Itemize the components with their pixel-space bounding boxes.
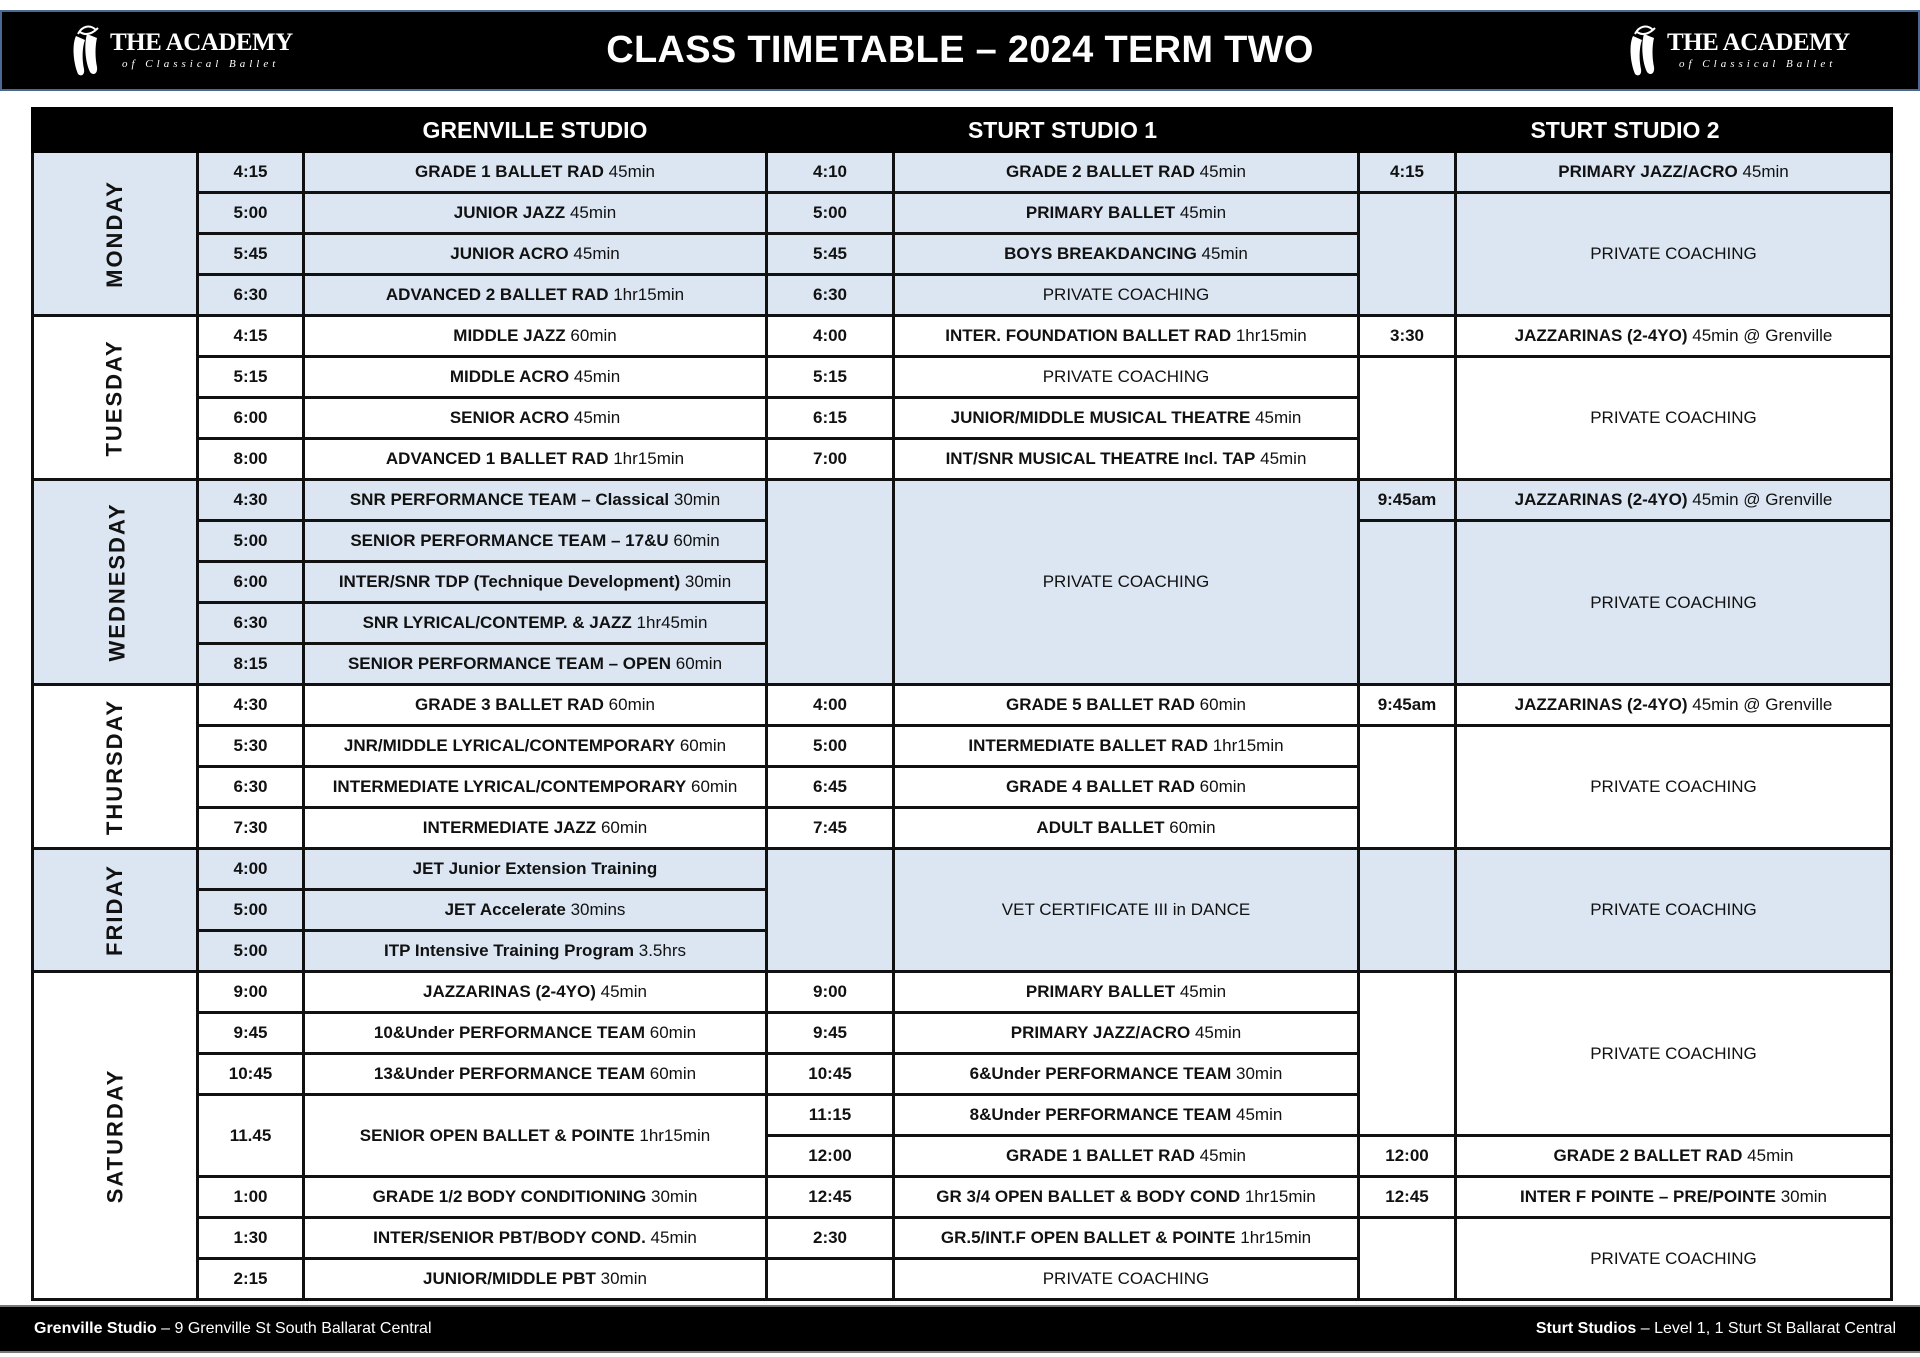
private-coaching-cell: PRIVATE COACHING (1456, 521, 1892, 685)
class-cell: GRADE 1/2 BODY CONDITIONING 30min (304, 1177, 767, 1218)
footer-bar (0, 1305, 1920, 1353)
class-cell: GRADE 2 BALLET RAD 45min (894, 152, 1359, 193)
private-coaching-cell: PRIVATE COACHING (894, 1259, 1359, 1300)
time-cell: 5:00 (198, 931, 304, 972)
time-cell: 5:00 (767, 726, 894, 767)
private-coaching-cell: PRIVATE COACHING (1456, 193, 1892, 316)
class-cell: JUNIOR/MIDDLE MUSICAL THEATRE 45min (894, 398, 1359, 439)
time-cell: 9:00 (198, 972, 304, 1013)
private-coaching-cell: PRIVATE COACHING (894, 275, 1359, 316)
logo-title: THE ACADEMY (1667, 29, 1850, 56)
class-cell: PRIMARY BALLET 45min (894, 972, 1359, 1013)
time-cell: 6:30 (198, 275, 304, 316)
time-cell: 9:45 (198, 1013, 304, 1054)
time-cell: 6:30 (198, 767, 304, 808)
day-monday: MONDAY (33, 152, 198, 316)
time-cell: 4:10 (767, 152, 894, 193)
time-cell: 9:45am (1359, 480, 1456, 521)
time-cell: 2:15 (198, 1259, 304, 1300)
time-cell: 6:30 (198, 603, 304, 644)
time-cell: 8:00 (198, 439, 304, 480)
class-cell: SENIOR PERFORMANCE TEAM – 17&U 60min (304, 521, 767, 562)
time-cell: 12:00 (1359, 1136, 1456, 1177)
time-cell: 12:00 (767, 1136, 894, 1177)
class-cell: PRIMARY JAZZ/ACRO 45min (1456, 152, 1892, 193)
class-cell: INTER/SNR TDP (Technique Development) 30min (304, 562, 767, 603)
class-cell: JUNIOR JAZZ 45min (304, 193, 767, 234)
class-cell: GR.5/INT.F OPEN BALLET & POINTE 1hr15min (894, 1218, 1359, 1259)
class-cell: MIDDLE JAZZ 60min (304, 316, 767, 357)
class-cell: ADVANCED 1 BALLET RAD 1hr15min (304, 439, 767, 480)
class-cell: 6&Under PERFORMANCE TEAM 30min (894, 1054, 1359, 1095)
studio-header-row (33, 109, 1892, 152)
time-cell: 3:30 (1359, 316, 1456, 357)
time-cell: 12:45 (1359, 1177, 1456, 1218)
logo-title: THE ACADEMY (110, 29, 293, 56)
time-cell: 4:00 (198, 849, 304, 890)
class-cell: JUNIOR ACRO 45min (304, 234, 767, 275)
class-cell: INTERMEDIATE LYRICAL/CONTEMPORARY 60min (304, 767, 767, 808)
table-row (33, 685, 1892, 726)
class-cell: INTERMEDIATE BALLET RAD 1hr15min (894, 726, 1359, 767)
time-cell: 4:00 (767, 316, 894, 357)
time-cell: 4:00 (767, 685, 894, 726)
class-cell: BOYS BREAKDANCING 45min (894, 234, 1359, 275)
time-cell: 4:15 (1359, 152, 1456, 193)
empty-time-cell (1359, 193, 1456, 316)
empty-time-cell (1359, 726, 1456, 849)
class-cell: 10&Under PERFORMANCE TEAM 60min (304, 1013, 767, 1054)
class-cell: JAZZARINAS (2-4YO) 45min (304, 972, 767, 1013)
class-cell: JET Accelerate 30mins (304, 890, 767, 931)
time-cell: 4:15 (198, 316, 304, 357)
private-coaching-cell: PRIVATE COACHING (1456, 1218, 1892, 1300)
time-cell: 10:45 (767, 1054, 894, 1095)
table-row (33, 726, 1892, 767)
class-cell: SENIOR ACRO 45min (304, 398, 767, 439)
time-cell: 7:00 (767, 439, 894, 480)
private-coaching-cell: PRIVATE COACHING (1456, 357, 1892, 480)
empty-time-cell (1359, 972, 1456, 1136)
private-coaching-cell: PRIVATE COACHING (1456, 849, 1892, 972)
class-cell: GRADE 4 BALLET RAD 60min (894, 767, 1359, 808)
time-cell: 1:30 (198, 1218, 304, 1259)
time-cell: 2:30 (767, 1218, 894, 1259)
empty-time-cell (767, 480, 894, 685)
class-cell: ADVANCED 2 BALLET RAD 1hr15min (304, 275, 767, 316)
table-row (33, 152, 1892, 193)
time-cell: 4:30 (198, 685, 304, 726)
time-cell: 4:15 (198, 152, 304, 193)
time-cell: 1:00 (198, 1177, 304, 1218)
sturt-address: Sturt Studios – Level 1, 1 Sturt St Ballarat Central (1535, 1320, 1896, 1337)
time-cell: 11:15 (767, 1095, 894, 1136)
private-coaching-cell: PRIVATE COACHING (894, 357, 1359, 398)
time-cell: 5:00 (767, 193, 894, 234)
studio-header-sturt2: STURT STUDIO 2 (1359, 109, 1892, 152)
class-cell: JNR/MIDDLE LYRICAL/CONTEMPORARY 60min (304, 726, 767, 767)
class-cell: SENIOR OPEN BALLET & POINTE 1hr15min (304, 1095, 767, 1177)
time-cell: 5:15 (767, 357, 894, 398)
logo-subtitle: of Classical Ballet (122, 58, 280, 70)
private-coaching-cell: PRIVATE COACHING (1456, 972, 1892, 1136)
time-cell: 7:30 (198, 808, 304, 849)
empty-time-cell (1359, 357, 1456, 480)
empty-time-cell (1359, 1218, 1456, 1300)
time-cell: 5:15 (198, 357, 304, 398)
class-cell: INTER. FOUNDATION BALLET RAD 1hr15min (894, 316, 1359, 357)
time-cell: 10:45 (198, 1054, 304, 1095)
empty-time-cell (1359, 849, 1456, 972)
day-thursday: THURSDAY (33, 685, 198, 849)
class-cell: PRIMARY JAZZ/ACRO 45min (894, 1013, 1359, 1054)
class-cell: GR 3/4 OPEN BALLET & BODY COND 1hr15min (894, 1177, 1359, 1218)
logo-subtitle: of Classical Ballet (1679, 58, 1837, 70)
page-title: CLASS TIMETABLE – 2024 TERM TWO (606, 29, 1314, 71)
table-row (33, 193, 1892, 234)
class-cell: INT/SNR MUSICAL THEATRE Incl. TAP 45min (894, 439, 1359, 480)
time-cell: 9:45am (1359, 685, 1456, 726)
table-row (33, 972, 1892, 1013)
time-cell: 12:45 (767, 1177, 894, 1218)
class-cell: JUNIOR/MIDDLE PBT 30min (304, 1259, 767, 1300)
class-cell: JET Junior Extension Training (304, 849, 767, 890)
time-cell: 4:30 (198, 480, 304, 521)
class-cell: JAZZARINAS (2-4YO) 45min @ Grenville (1456, 480, 1892, 521)
class-cell: PRIMARY BALLET 45min (894, 193, 1359, 234)
class-cell: INTER F POINTE – PRE/POINTE 30min (1456, 1177, 1892, 1218)
class-cell: 8&Under PERFORMANCE TEAM 45min (894, 1095, 1359, 1136)
table-row (33, 1218, 1892, 1259)
day-wednesday: WEDNESDAY (33, 480, 198, 685)
time-cell: 11.45 (198, 1095, 304, 1177)
timetable (31, 107, 1893, 1301)
class-cell: JAZZARINAS (2-4YO) 45min @ Grenville (1456, 316, 1892, 357)
header-bar (0, 10, 1920, 91)
vet-certificate-cell: VET CERTIFICATE III in DANCE (894, 849, 1359, 972)
academy-logo-left (70, 22, 293, 78)
time-cell: 6:00 (198, 398, 304, 439)
class-cell: SENIOR PERFORMANCE TEAM – OPEN 60min (304, 644, 767, 685)
empty-time-cell (767, 849, 894, 972)
time-cell: 6:15 (767, 398, 894, 439)
class-cell: ITP Intensive Training Program 3.5hrs (304, 931, 767, 972)
time-cell: 8:15 (198, 644, 304, 685)
table-row (33, 1177, 1892, 1218)
table-row (33, 849, 1892, 890)
time-cell: 9:45 (767, 1013, 894, 1054)
time-cell: 5:00 (198, 521, 304, 562)
table-row (33, 480, 1892, 521)
class-cell: INTERMEDIATE JAZZ 60min (304, 808, 767, 849)
class-cell: INTER/SENIOR PBT/BODY COND. 45min (304, 1218, 767, 1259)
ballet-shoes-icon (70, 22, 104, 78)
class-cell: GRADE 5 BALLET RAD 60min (894, 685, 1359, 726)
day-tuesday: TUESDAY (33, 316, 198, 480)
time-cell: 6:00 (198, 562, 304, 603)
day-friday: FRIDAY (33, 849, 198, 972)
academy-logo-right (1627, 22, 1850, 78)
class-cell: GRADE 1 BALLET RAD 45min (894, 1136, 1359, 1177)
time-cell: 6:30 (767, 275, 894, 316)
class-cell: ADULT BALLET 60min (894, 808, 1359, 849)
time-cell (767, 1259, 894, 1300)
studio-header-sturt1: STURT STUDIO 1 (767, 109, 1359, 152)
class-cell: SNR LYRICAL/CONTEMP. & JAZZ 1hr45min (304, 603, 767, 644)
class-cell: GRADE 1 BALLET RAD 45min (304, 152, 767, 193)
studio-header-grenville: GRENVILLE STUDIO (304, 109, 767, 152)
time-cell: 6:45 (767, 767, 894, 808)
ballet-shoes-icon (1627, 22, 1661, 78)
private-coaching-cell: PRIVATE COACHING (894, 480, 1359, 685)
grenville-address: Grenville Studio – 9 Grenville St South Ballarat Central (34, 1320, 432, 1337)
time-cell: 5:45 (767, 234, 894, 275)
class-cell: MIDDLE ACRO 45min (304, 357, 767, 398)
table-row (33, 316, 1892, 357)
class-cell: GRADE 2 BALLET RAD 45min (1456, 1136, 1892, 1177)
time-cell: 5:30 (198, 726, 304, 767)
time-cell: 5:45 (198, 234, 304, 275)
class-cell: JAZZARINAS (2-4YO) 45min @ Grenville (1456, 685, 1892, 726)
class-cell: SNR PERFORMANCE TEAM – Classical 30min (304, 480, 767, 521)
empty-time-cell (1359, 521, 1456, 685)
private-coaching-cell: PRIVATE COACHING (1456, 726, 1892, 849)
day-saturday: SATURDAY (33, 972, 198, 1300)
time-cell: 5:00 (198, 890, 304, 931)
class-cell: 13&Under PERFORMANCE TEAM 60min (304, 1054, 767, 1095)
table-row (33, 357, 1892, 398)
class-cell: GRADE 3 BALLET RAD 60min (304, 685, 767, 726)
time-cell: 7:45 (767, 808, 894, 849)
time-cell: 9:00 (767, 972, 894, 1013)
time-cell: 5:00 (198, 193, 304, 234)
